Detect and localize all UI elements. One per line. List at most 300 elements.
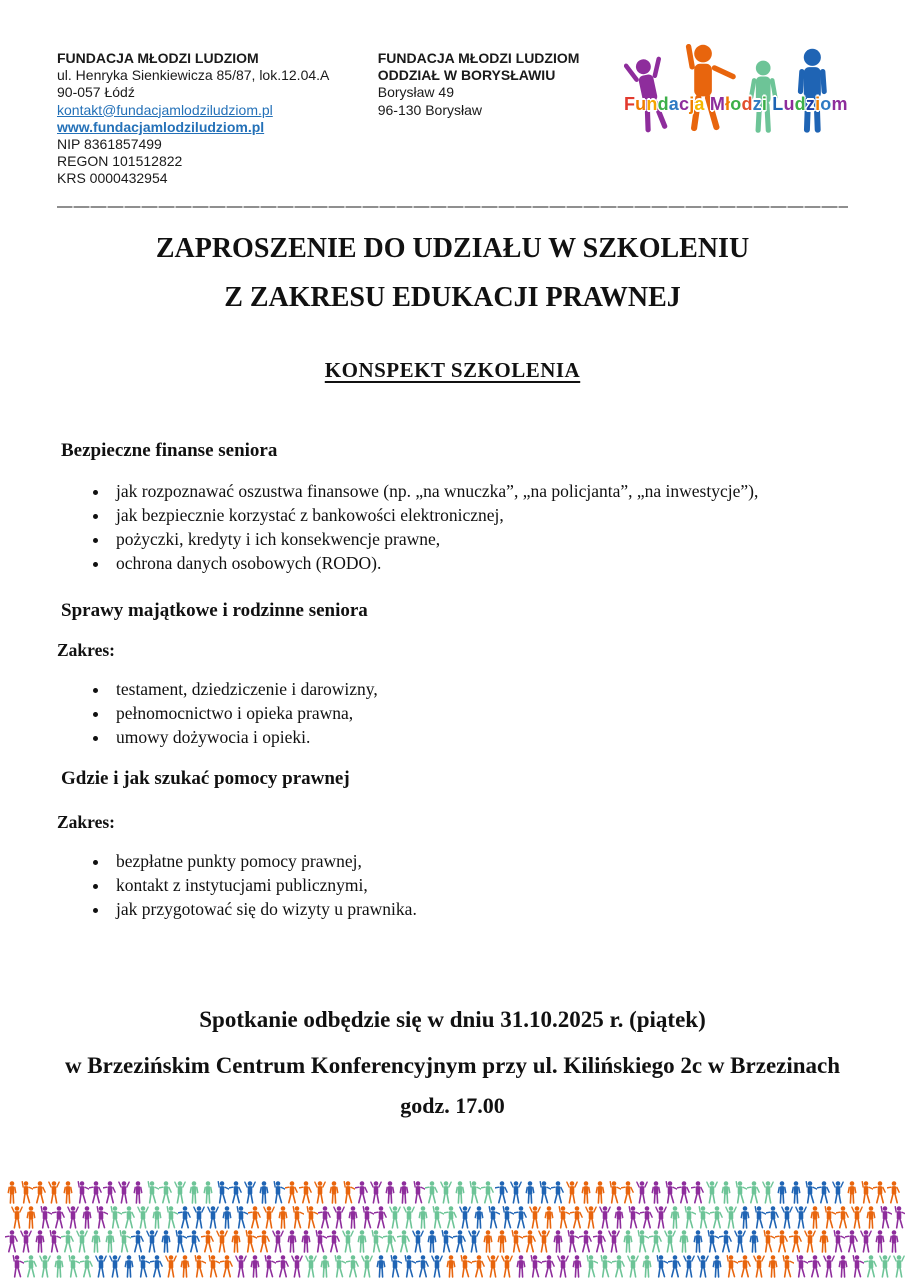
org-address-line2: 90-057 Łódź — [57, 84, 135, 101]
person-figure-icon — [579, 1230, 593, 1253]
person-figure-icon — [243, 1181, 257, 1204]
person-figure-icon — [388, 1206, 402, 1229]
person-figure-icon — [570, 1206, 584, 1229]
person-figure-icon — [761, 1230, 775, 1253]
person-figure-icon — [467, 1230, 481, 1253]
person-figure-icon — [472, 1255, 486, 1278]
person-figure-icon — [75, 1181, 89, 1204]
person-figure-icon — [584, 1255, 598, 1278]
person-figure-icon — [201, 1181, 215, 1204]
person-figure-icon — [285, 1230, 299, 1253]
person-figure-icon — [719, 1230, 733, 1253]
person-figure-icon — [551, 1181, 565, 1204]
person-figure-icon — [19, 1230, 33, 1253]
person-figure-icon — [752, 1255, 766, 1278]
person-figure-icon — [635, 1230, 649, 1253]
person-figure-icon — [52, 1255, 66, 1278]
person-figure-icon — [738, 1255, 752, 1278]
person-figure-icon — [416, 1255, 430, 1278]
person-figure-icon — [822, 1206, 836, 1229]
meeting-place-line: w Brzezińskim Centrum Konferencyjnym przy ul. Kilińskiego 2c w Brzezinach — [64, 1052, 841, 1078]
person-figure-icon — [724, 1255, 738, 1278]
person-figure-icon — [733, 1230, 747, 1253]
section-heading-finanse: Bezpieczne finanse seniora — [61, 439, 278, 461]
person-figure-icon — [780, 1206, 794, 1229]
person-figure-icon — [402, 1206, 416, 1229]
list-item: • bezpłatne punkty pomocy prawnej, — [110, 849, 848, 873]
section-heading-pomoc: Gdzie i jak szukać pomocy prawnej — [61, 767, 350, 789]
person-figure-icon — [887, 1230, 901, 1253]
person-figure-icon — [299, 1230, 313, 1253]
person-figure-icon — [117, 1230, 131, 1253]
person-figure-icon — [313, 1181, 327, 1204]
meeting-time-line: godz. 17.00 — [400, 1092, 505, 1118]
person-figure-icon — [733, 1181, 747, 1204]
person-figure-icon — [570, 1255, 584, 1278]
email-link[interactable]: kontakt@fundacjamlodziludziom.pl — [57, 101, 273, 118]
person-figure-icon — [425, 1230, 439, 1253]
person-figure-icon — [514, 1206, 528, 1229]
person-figure-icon — [103, 1181, 117, 1204]
person-figure-icon — [598, 1255, 612, 1278]
person-figure-icon — [724, 1206, 738, 1229]
person-figure-icon — [178, 1206, 192, 1229]
person-figure-icon — [509, 1230, 523, 1253]
person-figure-icon — [808, 1255, 822, 1278]
person-figure-icon — [766, 1206, 780, 1229]
person-figure-icon — [402, 1255, 416, 1278]
person-figure-icon — [710, 1206, 724, 1229]
person-figure-icon — [542, 1206, 556, 1229]
person-figure-icon — [47, 1230, 61, 1253]
pattern-row — [5, 1255, 905, 1278]
person-figure-icon — [374, 1255, 388, 1278]
person-figure-icon — [640, 1255, 654, 1278]
person-figure-icon — [145, 1230, 159, 1253]
person-figure-icon — [369, 1230, 383, 1253]
person-figure-icon — [472, 1206, 486, 1229]
person-figure-icon — [360, 1255, 374, 1278]
person-figure-icon — [705, 1181, 719, 1204]
person-figure-icon — [864, 1255, 878, 1278]
org-krs: KRS 0000432954 — [57, 170, 168, 187]
person-figure-icon — [61, 1230, 75, 1253]
person-figure-icon — [411, 1230, 425, 1253]
person-figure-icon — [691, 1230, 705, 1253]
list-item: • umowy dożywocia i opieki. — [110, 725, 848, 749]
person-figure-icon — [719, 1181, 733, 1204]
person-figure-icon — [388, 1255, 402, 1278]
person-figure-icon — [780, 1255, 794, 1278]
person-figure-icon — [285, 1181, 299, 1204]
person-figure-icon — [397, 1230, 411, 1253]
person-figure-icon — [682, 1206, 696, 1229]
footer-people-pattern — [0, 1180, 905, 1280]
person-figure-icon — [383, 1230, 397, 1253]
person-figure-icon — [439, 1181, 453, 1204]
person-figure-icon — [131, 1230, 145, 1253]
person-figure-icon — [369, 1181, 383, 1204]
person-figure-icon — [164, 1255, 178, 1278]
pattern-row — [5, 1206, 905, 1229]
person-figure-icon — [262, 1255, 276, 1278]
person-figure-icon — [108, 1206, 122, 1229]
person-figure-icon — [668, 1255, 682, 1278]
person-figure-icon — [481, 1181, 495, 1204]
person-figure-icon — [229, 1181, 243, 1204]
person-figure-icon — [528, 1255, 542, 1278]
person-figure-icon — [173, 1181, 187, 1204]
person-figure-icon — [416, 1206, 430, 1229]
person-figure-icon — [850, 1206, 864, 1229]
person-figure-icon — [817, 1181, 831, 1204]
person-figure-icon — [234, 1206, 248, 1229]
person-figure-icon — [635, 1181, 649, 1204]
person-figure-icon — [318, 1206, 332, 1229]
person-figure-icon — [775, 1230, 789, 1253]
person-figure-icon — [430, 1255, 444, 1278]
person-figure-icon — [878, 1206, 892, 1229]
person-figure-icon — [593, 1181, 607, 1204]
person-figure-icon — [341, 1181, 355, 1204]
person-figure-icon — [710, 1255, 724, 1278]
person-figure-icon — [747, 1230, 761, 1253]
person-figure-icon — [864, 1206, 878, 1229]
person-figure-icon — [453, 1230, 467, 1253]
person-figure-icon — [845, 1230, 859, 1253]
person-figure-icon — [458, 1206, 472, 1229]
person-figure-icon — [304, 1255, 318, 1278]
person-figure-icon — [80, 1255, 94, 1278]
person-figure-icon — [248, 1206, 262, 1229]
person-figure-icon — [299, 1181, 313, 1204]
foundation-logo — [624, 44, 848, 148]
person-figure-icon — [24, 1206, 38, 1229]
person-figure-icon — [612, 1255, 626, 1278]
person-figure-icon — [598, 1206, 612, 1229]
branch-address-line1: Borysław 49 — [377, 84, 454, 101]
person-figure-icon — [327, 1230, 341, 1253]
person-figure-icon — [486, 1206, 500, 1229]
person-figure-icon — [257, 1181, 271, 1204]
pattern-row — [0, 1230, 905, 1253]
person-figure-icon — [313, 1230, 327, 1253]
person-figure-icon — [523, 1230, 537, 1253]
person-figure-icon — [794, 1255, 808, 1278]
person-figure-icon — [80, 1206, 94, 1229]
list-item: • jak przygotować się do wizyty u prawnika. — [110, 897, 848, 921]
list-item: • kontakt z instytucjami publicznymi, — [110, 873, 848, 897]
person-figure-icon — [556, 1206, 570, 1229]
person-figure-icon — [444, 1206, 458, 1229]
person-figure-icon — [262, 1206, 276, 1229]
person-figure-icon — [355, 1181, 369, 1204]
person-figure-icon — [411, 1181, 425, 1204]
person-figure-icon — [542, 1255, 556, 1278]
person-figure-icon — [892, 1206, 905, 1229]
person-figure-icon — [52, 1206, 66, 1229]
person-figure-icon — [327, 1181, 341, 1204]
person-figure-icon — [206, 1255, 220, 1278]
person-figure-icon — [677, 1230, 691, 1253]
person-figure-icon — [556, 1255, 570, 1278]
person-figure-icon — [836, 1206, 850, 1229]
person-figure-icon — [486, 1255, 500, 1278]
person-figure-icon — [822, 1255, 836, 1278]
bullet-list-finanse — [57, 479, 848, 575]
person-figure-icon — [159, 1181, 173, 1204]
person-figure-icon — [649, 1230, 663, 1253]
person-figure-icon — [500, 1255, 514, 1278]
person-figure-icon — [850, 1255, 864, 1278]
person-figure-icon — [509, 1181, 523, 1204]
person-figure-icon — [789, 1230, 803, 1253]
person-figure-icon — [654, 1206, 668, 1229]
branch-office-block — [378, 50, 624, 119]
person-figure-icon — [691, 1181, 705, 1204]
title-line1: ZAPROSZENIE DO UDZIAŁU W SZKOLENIU — [155, 232, 750, 264]
org-regon: REGON 101512822 — [57, 153, 183, 170]
person-figure-icon — [234, 1255, 248, 1278]
person-figure-icon — [453, 1181, 467, 1204]
person-figure-icon — [887, 1181, 901, 1204]
person-figure-icon — [892, 1255, 905, 1278]
person-figure-icon — [187, 1181, 201, 1204]
person-figure-icon — [528, 1206, 542, 1229]
website-link[interactable]: www.fundacjamlodziludziom.pl — [57, 118, 265, 135]
person-figure-icon — [612, 1206, 626, 1229]
person-figure-icon — [173, 1230, 187, 1253]
person-figure-icon — [565, 1230, 579, 1253]
person-figure-icon — [341, 1230, 355, 1253]
person-figure-icon — [220, 1206, 234, 1229]
person-figure-icon — [565, 1181, 579, 1204]
person-figure-icon — [383, 1181, 397, 1204]
person-figure-icon — [495, 1230, 509, 1253]
person-figure-icon — [89, 1181, 103, 1204]
person-figure-icon — [89, 1230, 103, 1253]
person-figure-icon — [789, 1181, 803, 1204]
person-figure-icon — [495, 1181, 509, 1204]
person-figure-icon — [878, 1255, 892, 1278]
person-figure-icon — [346, 1255, 360, 1278]
person-figure-icon — [318, 1255, 332, 1278]
list-item: • ochrona danych osobowych (RODO). — [110, 551, 848, 575]
person-figure-icon — [663, 1181, 677, 1204]
person-figure-icon — [192, 1206, 206, 1229]
person-figure-icon — [374, 1206, 388, 1229]
person-figure-icon — [738, 1206, 752, 1229]
person-figure-icon — [803, 1181, 817, 1204]
person-figure-icon — [705, 1230, 719, 1253]
org-name: FUNDACJA MŁODZI LUDZIOM — [57, 50, 259, 66]
branch-address-line2: 96-130 Borysław — [377, 101, 483, 118]
person-figure-icon — [836, 1255, 850, 1278]
person-figure-icon — [19, 1181, 33, 1204]
main-office-block — [57, 50, 378, 188]
person-figure-icon — [537, 1230, 551, 1253]
bullet-list-pomoc — [57, 849, 848, 921]
person-figure-icon — [654, 1255, 668, 1278]
person-figure-icon — [775, 1181, 789, 1204]
person-figure-icon — [467, 1181, 481, 1204]
person-figure-icon — [192, 1255, 206, 1278]
person-figure-icon — [668, 1206, 682, 1229]
branch-org-name: FUNDACJA MŁODZI LUDZIOM — [377, 50, 580, 66]
person-figure-icon — [5, 1181, 19, 1204]
section-heading-majatkowe: Sprawy majątkowe i rodzinne seniora — [61, 599, 368, 621]
person-figure-icon — [150, 1255, 164, 1278]
person-figure-icon — [663, 1230, 677, 1253]
meeting-announcement — [57, 1005, 848, 1121]
person-figure-icon — [33, 1181, 47, 1204]
person-figure-icon — [290, 1255, 304, 1278]
person-figure-icon — [136, 1255, 150, 1278]
person-figure-icon — [621, 1181, 635, 1204]
person-figure-icon — [5, 1230, 19, 1253]
person-figure-icon — [332, 1206, 346, 1229]
person-figure-icon — [10, 1255, 24, 1278]
person-figure-icon — [38, 1255, 52, 1278]
scope-label: Zakres: — [57, 811, 116, 832]
person-figure-icon — [145, 1181, 159, 1204]
person-figure-icon — [61, 1181, 75, 1204]
list-item: • pożyczki, kredyty i ich konsekwencje prawne, — [110, 527, 848, 551]
person-figure-icon — [593, 1230, 607, 1253]
person-figure-icon — [94, 1255, 108, 1278]
person-figure-icon — [38, 1206, 52, 1229]
list-item: • jak bezpiecznie korzystać z bankowości elektronicznej, — [110, 503, 848, 527]
person-figure-icon — [640, 1206, 654, 1229]
person-figure-icon — [500, 1206, 514, 1229]
person-figure-icon — [122, 1206, 136, 1229]
person-figure-icon — [201, 1230, 215, 1253]
person-figure-icon — [206, 1206, 220, 1229]
person-figure-icon — [523, 1181, 537, 1204]
person-figure-icon — [276, 1255, 290, 1278]
person-figure-icon — [696, 1206, 710, 1229]
person-figure-icon — [360, 1206, 374, 1229]
person-figure-icon — [831, 1230, 845, 1253]
person-figure-icon — [10, 1206, 24, 1229]
person-figure-icon — [803, 1230, 817, 1253]
person-figure-icon — [831, 1181, 845, 1204]
person-figure-icon — [159, 1230, 173, 1253]
person-figure-icon — [271, 1230, 285, 1253]
person-figure-icon — [430, 1206, 444, 1229]
meeting-date-line: Spotkanie odbędzie się w dniu 31.10.2025 r. (piątek) — [199, 1006, 706, 1032]
person-figure-icon — [873, 1230, 887, 1253]
person-figure-icon — [215, 1230, 229, 1253]
person-figure-icon — [290, 1206, 304, 1229]
person-figure-icon — [626, 1255, 640, 1278]
person-figure-icon — [766, 1255, 780, 1278]
person-figure-icon — [108, 1255, 122, 1278]
person-figure-icon — [117, 1181, 131, 1204]
org-nip: NIP 8361857499 — [57, 136, 162, 153]
person-figure-icon — [649, 1181, 663, 1204]
person-figure-icon — [94, 1206, 108, 1229]
person-figure-icon — [551, 1230, 565, 1253]
person-figure-icon — [346, 1206, 360, 1229]
person-figure-icon — [122, 1255, 136, 1278]
person-figure-icon — [66, 1206, 80, 1229]
list-item: • pełnomocnictwo i opieka prawna, — [110, 701, 848, 725]
person-figure-icon — [859, 1181, 873, 1204]
person-figure-icon — [537, 1181, 551, 1204]
person-figure-icon — [229, 1230, 243, 1253]
person-figure-icon — [752, 1206, 766, 1229]
person-figure-icon — [514, 1255, 528, 1278]
person-figure-icon — [136, 1206, 150, 1229]
org-address-line1: ul. Henryka Sienkiewicza 85/87, lok.12.04.A — [57, 67, 330, 84]
person-figure-icon — [626, 1206, 640, 1229]
person-figure-icon — [584, 1206, 598, 1229]
person-figure-icon — [607, 1230, 621, 1253]
person-figure-icon — [808, 1206, 822, 1229]
person-figure-icon — [444, 1255, 458, 1278]
document-subtitle: KONSPEKT SZKOLENIA — [324, 357, 581, 382]
person-figure-icon — [817, 1230, 831, 1253]
person-figure-icon — [425, 1181, 439, 1204]
person-figure-icon — [66, 1255, 80, 1278]
person-figure-icon — [24, 1255, 38, 1278]
person-figure-icon — [481, 1230, 495, 1253]
logo-text: Fundacja Młodzi Ludziom — [623, 94, 848, 114]
branch-name: ODDZIAŁ W BORYSŁAWIU — [377, 67, 556, 84]
person-figure-icon — [696, 1255, 710, 1278]
bullet-list-majatkowe — [57, 677, 848, 749]
person-figure-icon — [33, 1230, 47, 1253]
person-figure-icon — [439, 1230, 453, 1253]
list-item: • testament, dziedziczenie i darowizny, — [110, 677, 848, 701]
person-figure-icon — [332, 1255, 346, 1278]
person-figure-icon — [220, 1255, 234, 1278]
person-figure-icon — [248, 1255, 262, 1278]
person-figure-icon — [355, 1230, 369, 1253]
person-figure-icon — [859, 1230, 873, 1253]
person-figure-icon — [243, 1230, 257, 1253]
person-figure-icon — [621, 1230, 635, 1253]
person-figure-icon — [845, 1181, 859, 1204]
person-figure-icon — [178, 1255, 192, 1278]
title-line2: Z ZAKRESU EDUKACJI PRAWNEJ — [224, 281, 681, 313]
person-figure-icon — [747, 1181, 761, 1204]
person-figure-icon — [257, 1230, 271, 1253]
person-figure-icon — [677, 1181, 691, 1204]
person-figure-icon — [47, 1181, 61, 1204]
person-figure-icon — [304, 1206, 318, 1229]
person-figure-icon — [873, 1181, 887, 1204]
person-figure-icon — [215, 1181, 229, 1204]
horizontal-divider — [57, 206, 848, 208]
person-figure-icon — [103, 1230, 117, 1253]
person-figure-icon — [794, 1206, 808, 1229]
person-figure-icon — [761, 1181, 775, 1204]
list-item: • jak rozpoznawać oszustwa finansowe (np. „na wnuczka”, „na policjanta”, „na inwestycje”), — [110, 479, 848, 503]
pattern-row — [0, 1181, 905, 1204]
person-figure-icon — [271, 1181, 285, 1204]
person-figure-icon — [187, 1230, 201, 1253]
document-title — [57, 224, 848, 322]
person-figure-icon — [164, 1206, 178, 1229]
person-figure-icon — [682, 1255, 696, 1278]
letterhead — [57, 50, 848, 188]
person-figure-icon — [150, 1206, 164, 1229]
person-figure-icon — [276, 1206, 290, 1229]
person-figure-icon — [397, 1181, 411, 1204]
person-figure-icon — [458, 1255, 472, 1278]
